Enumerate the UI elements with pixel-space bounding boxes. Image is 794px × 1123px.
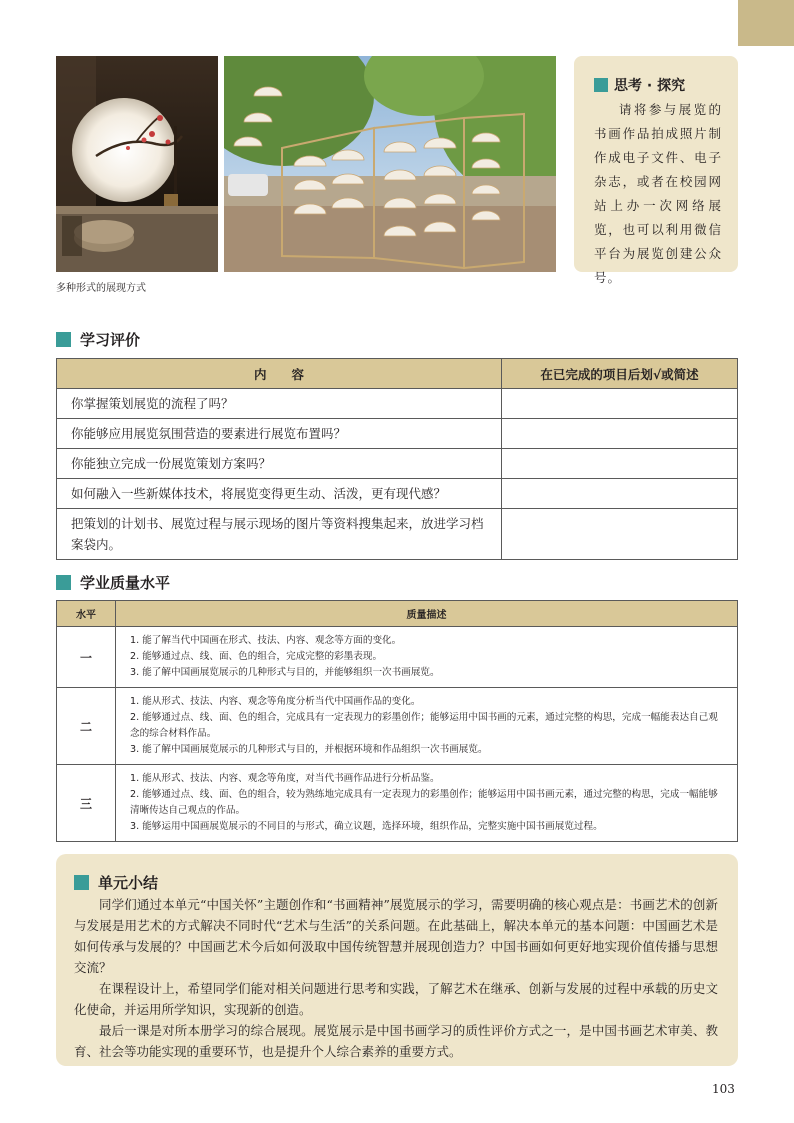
- quality-description: [116, 627, 738, 688]
- evaluation-row: [57, 389, 738, 419]
- quality-item: 3. 能够运用中国画展览展示的不同目的与形式，确立议题，选择环境，组织作品，完整实施中国书画展览过程。: [130, 821, 603, 832]
- think-explore-title-text: 思考 · 探究: [614, 78, 686, 94]
- quality-item: 2. 能够通过点、线、面、色的组合，完成具有一定表现力的彩墨创作；能够运用中国书画的元素，通过完整的构思，完成一幅能表达自己观念的综合材料作品。: [130, 712, 718, 739]
- section-marker-icon: [56, 575, 71, 590]
- unit-summary-title-text: 单元小结: [98, 874, 159, 892]
- quality-header-description: 质量描述: [116, 601, 738, 627]
- evaluation-question: 你能独立完成一份展览策划方案吗？: [57, 449, 502, 479]
- evaluation-question: 把策划的计划书、展览过程与展示现场的图片等资料搜集起来，放进学习档案袋内。: [57, 509, 502, 560]
- think-explore-title: [594, 75, 685, 95]
- summary-paragraph: 在课程设计上，希望同学们能对相关问题进行思考和实践，了解艺术在继承、创新与发展的过程中承载的历史文化使命，并运用所学知识，实现新的创造。: [74, 981, 718, 1017]
- section-marker-icon: [594, 78, 608, 92]
- evaluation-header-content: 内 容: [57, 359, 502, 389]
- quality-header-row: [57, 601, 738, 627]
- evaluation-row: [57, 419, 738, 449]
- think-explore-text: 请将参与展览的书画作品拍成照片制作成电子文件、电子杂志，或者在校园网站上办一次网络展览，也可以利用微信平台为展览创建公众号。: [594, 102, 722, 285]
- evaluation-question: 如何融入一些新媒体技术，将展览变得更生动、活泼，更有现代感？: [57, 479, 502, 509]
- quality-row: [57, 688, 738, 765]
- evaluation-table: [56, 358, 738, 560]
- quality-item: 1. 能了解当代中国画在形式、技法、内容、观念等方面的变化。: [130, 635, 402, 646]
- quality-level: 三: [57, 765, 116, 842]
- quality-item: 3. 能了解中国画展览展示的几种形式与目的，并根据环境和作品组织一次书画展览。: [130, 744, 488, 755]
- evaluation-question: 你掌握策划展览的流程了吗？: [57, 389, 502, 419]
- evaluation-question: 你能够应用展览氛围营造的要素进行展览布置吗？: [57, 419, 502, 449]
- evaluation-title-text: 学习评价: [80, 331, 141, 349]
- quality-description: [116, 688, 738, 765]
- quality-description: [116, 765, 738, 842]
- quality-level: 二: [57, 688, 116, 765]
- page-number: 103: [712, 1082, 735, 1096]
- evaluation-header-check: 在已完成的项目后划√或简述: [502, 359, 738, 389]
- section-marker-icon: [74, 875, 89, 890]
- quality-item: 1. 能从形式、技法、内容、观念等角度分析当代中国画作品的变化。: [130, 696, 421, 707]
- unit-summary-body: [74, 894, 718, 1062]
- evaluation-header-row: [57, 359, 738, 389]
- evaluation-answer-cell[interactable]: [502, 509, 738, 560]
- quality-item: 2. 能够通过点、线、面、色的组合，较为熟练地完成具有一定表现力的彩墨创作；能够运用中国书画元素，通过完整的构思，完成一幅能够清晰传达自己观点的作品。: [130, 789, 718, 816]
- quality-row: [57, 765, 738, 842]
- evaluation-answer-cell[interactable]: [502, 449, 738, 479]
- exhibition-photo-moon-lamp: [56, 56, 218, 272]
- evaluation-row: [57, 509, 738, 560]
- quality-header-level: 水平: [57, 601, 116, 627]
- think-explore-box: [574, 56, 738, 285]
- quality-title-text: 学业质量水平: [80, 574, 171, 592]
- quality-item: 3. 能了解中国画展览展示的几种形式与目的，并能够组织一次书画展览。: [130, 667, 440, 678]
- exhibition-photo-fan-display: [224, 56, 556, 272]
- evaluation-row: [57, 479, 738, 509]
- evaluation-answer-cell[interactable]: [502, 419, 738, 449]
- quality-item: 1. 能从形式、技法、内容、观念等角度，对当代书画作品进行分析品鉴。: [130, 773, 440, 784]
- summary-paragraph: 同学们通过本单元“中国关怀”主题创作和“书画精神”展览展示的学习，需要明确的核心观点是：书画艺术的创新与发展是用艺术的方式解决不同时代“艺术与生活”的关系问题。在此基础上，解决本单元的基本问题：中国画艺术是如何传承与发展的？中国画艺术今后如何汲取中国传统智慧并展现创造力？中国书画如何更好地实现价值传播与思想交流？: [74, 897, 718, 975]
- section-marker-icon: [56, 332, 71, 347]
- evaluation-answer-cell[interactable]: [502, 479, 738, 509]
- quality-section-title: [56, 572, 170, 593]
- quality-item: 2. 能够通过点、线、面、色的组合，完成完整的彩墨表现。: [130, 651, 383, 662]
- unit-summary-title: [74, 872, 158, 893]
- evaluation-answer-cell[interactable]: [502, 389, 738, 419]
- quality-level: 一: [57, 627, 116, 688]
- quality-table: [56, 600, 738, 842]
- corner-tab-decoration: [738, 0, 794, 46]
- quality-row: [57, 627, 738, 688]
- photo-caption: 多种形式的展现方式: [56, 283, 146, 294]
- evaluation-section-title: [56, 329, 140, 350]
- summary-paragraph: 最后一课是对所本册学习的综合展现。展览展示是中国书画学习的质性评价方式之一，是中国书画艺术审美、教育、社会等功能实现的重要环节，也是提升个人综合素养的重要方式。: [74, 1023, 718, 1059]
- unit-summary-box: [56, 854, 738, 1066]
- evaluation-row: [57, 449, 738, 479]
